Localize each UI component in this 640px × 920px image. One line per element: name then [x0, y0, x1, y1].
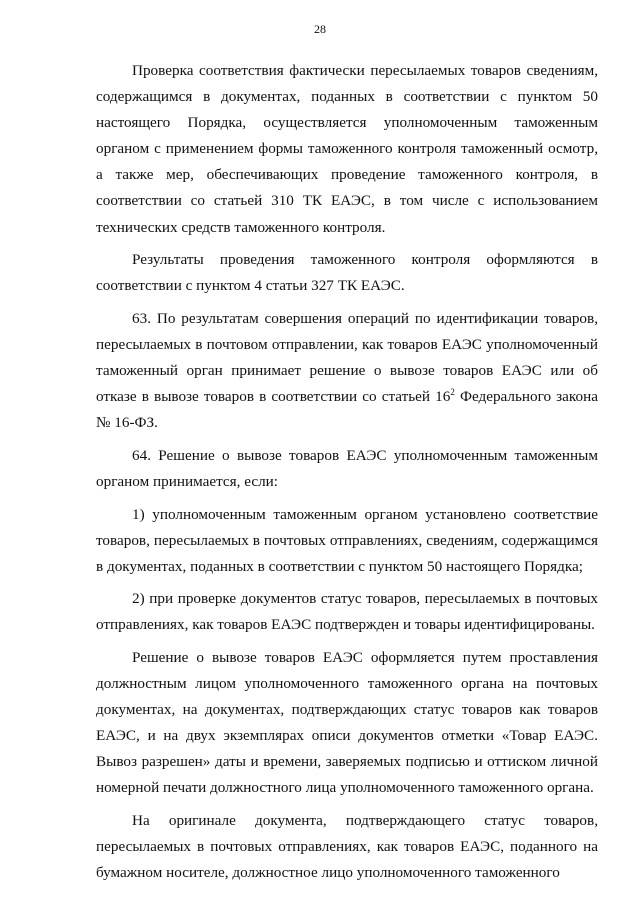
article-superscript: 2	[450, 387, 455, 398]
document-body	[96, 58, 598, 893]
paragraph-63-text: 63. По результатам совершения операций по идентификации товаров, пересылаемых в почтовом отправлении, как товаров ЕАЭС уполномоченный таможенный орган принимает решение о вывозе товаров ЕАЭС или об отказе в вывозе товаров в соответствии со статьей 16	[96, 309, 598, 406]
paragraph-original-document: На оригинале документа, подтверждающего статус товаров, пересылаемых в почтовых отправлениях, как товаров ЕАЭС, поданного на бумажном носителе, должностное лицо уполномоченного таможенного	[96, 812, 598, 882]
page-number: 28	[314, 22, 326, 36]
paragraph-control-results: Результаты проведения таможенного контроля оформляются в соответствии с пунктом 4 статьи 327 ТК ЕАЭС.	[96, 251, 598, 295]
paragraph-64: 64. Решение о вывозе товаров ЕАЭС уполномоченным таможенным органом принимается, если:	[96, 446, 598, 490]
paragraph-export-decision: Решение о вывозе товаров ЕАЭС оформляется путем проставления должностным лицом уполномоченного таможенного органа на почтовых документах, на документах, подтверждающих статус товаров как товаров ЕАЭС, и на двух экземплярах описи документов отметки «Товар ЕАЭС. Вывоз разрешен» даты и времени, заверяемых подписью и оттиском личной номерной печати должностного лица уполномоченного таможенного органа.	[96, 648, 598, 797]
paragraph-inspection: Проверка соответствия фактически пересылаемых товаров сведениям, содержащимся в документах, поданных в соответствии с пунктом 50 настоящего Порядка, осуществляется уполномоченным таможенным органом с применением формы таможенного контроля таможенный осмотр, а также мер, обеспечивающих проведение таможенного контроля, в соответствии со статьей 310 ТК ЕАЭС, в том числе с использованием технических средств таможенного контроля.	[96, 62, 598, 236]
paragraph-63-text-end: Федерального закона № 16-ФЗ.	[96, 388, 598, 432]
paragraph-item-1: 1) уполномоченным таможенным органом установлено соответствие товаров, пересылаемых в почтовых отправлениях, сведениям, содержащимся в документах, поданных в соответствии с пунктом 50 настоящего Порядка;	[96, 505, 598, 575]
paragraph-63	[96, 306, 598, 436]
paragraph-item-2: 2) при проверке документов статус товаров, пересылаемых в почтовых отправлениях, как товаров ЕАЭС подтвержден и товары идентифицированы.	[96, 590, 598, 634]
